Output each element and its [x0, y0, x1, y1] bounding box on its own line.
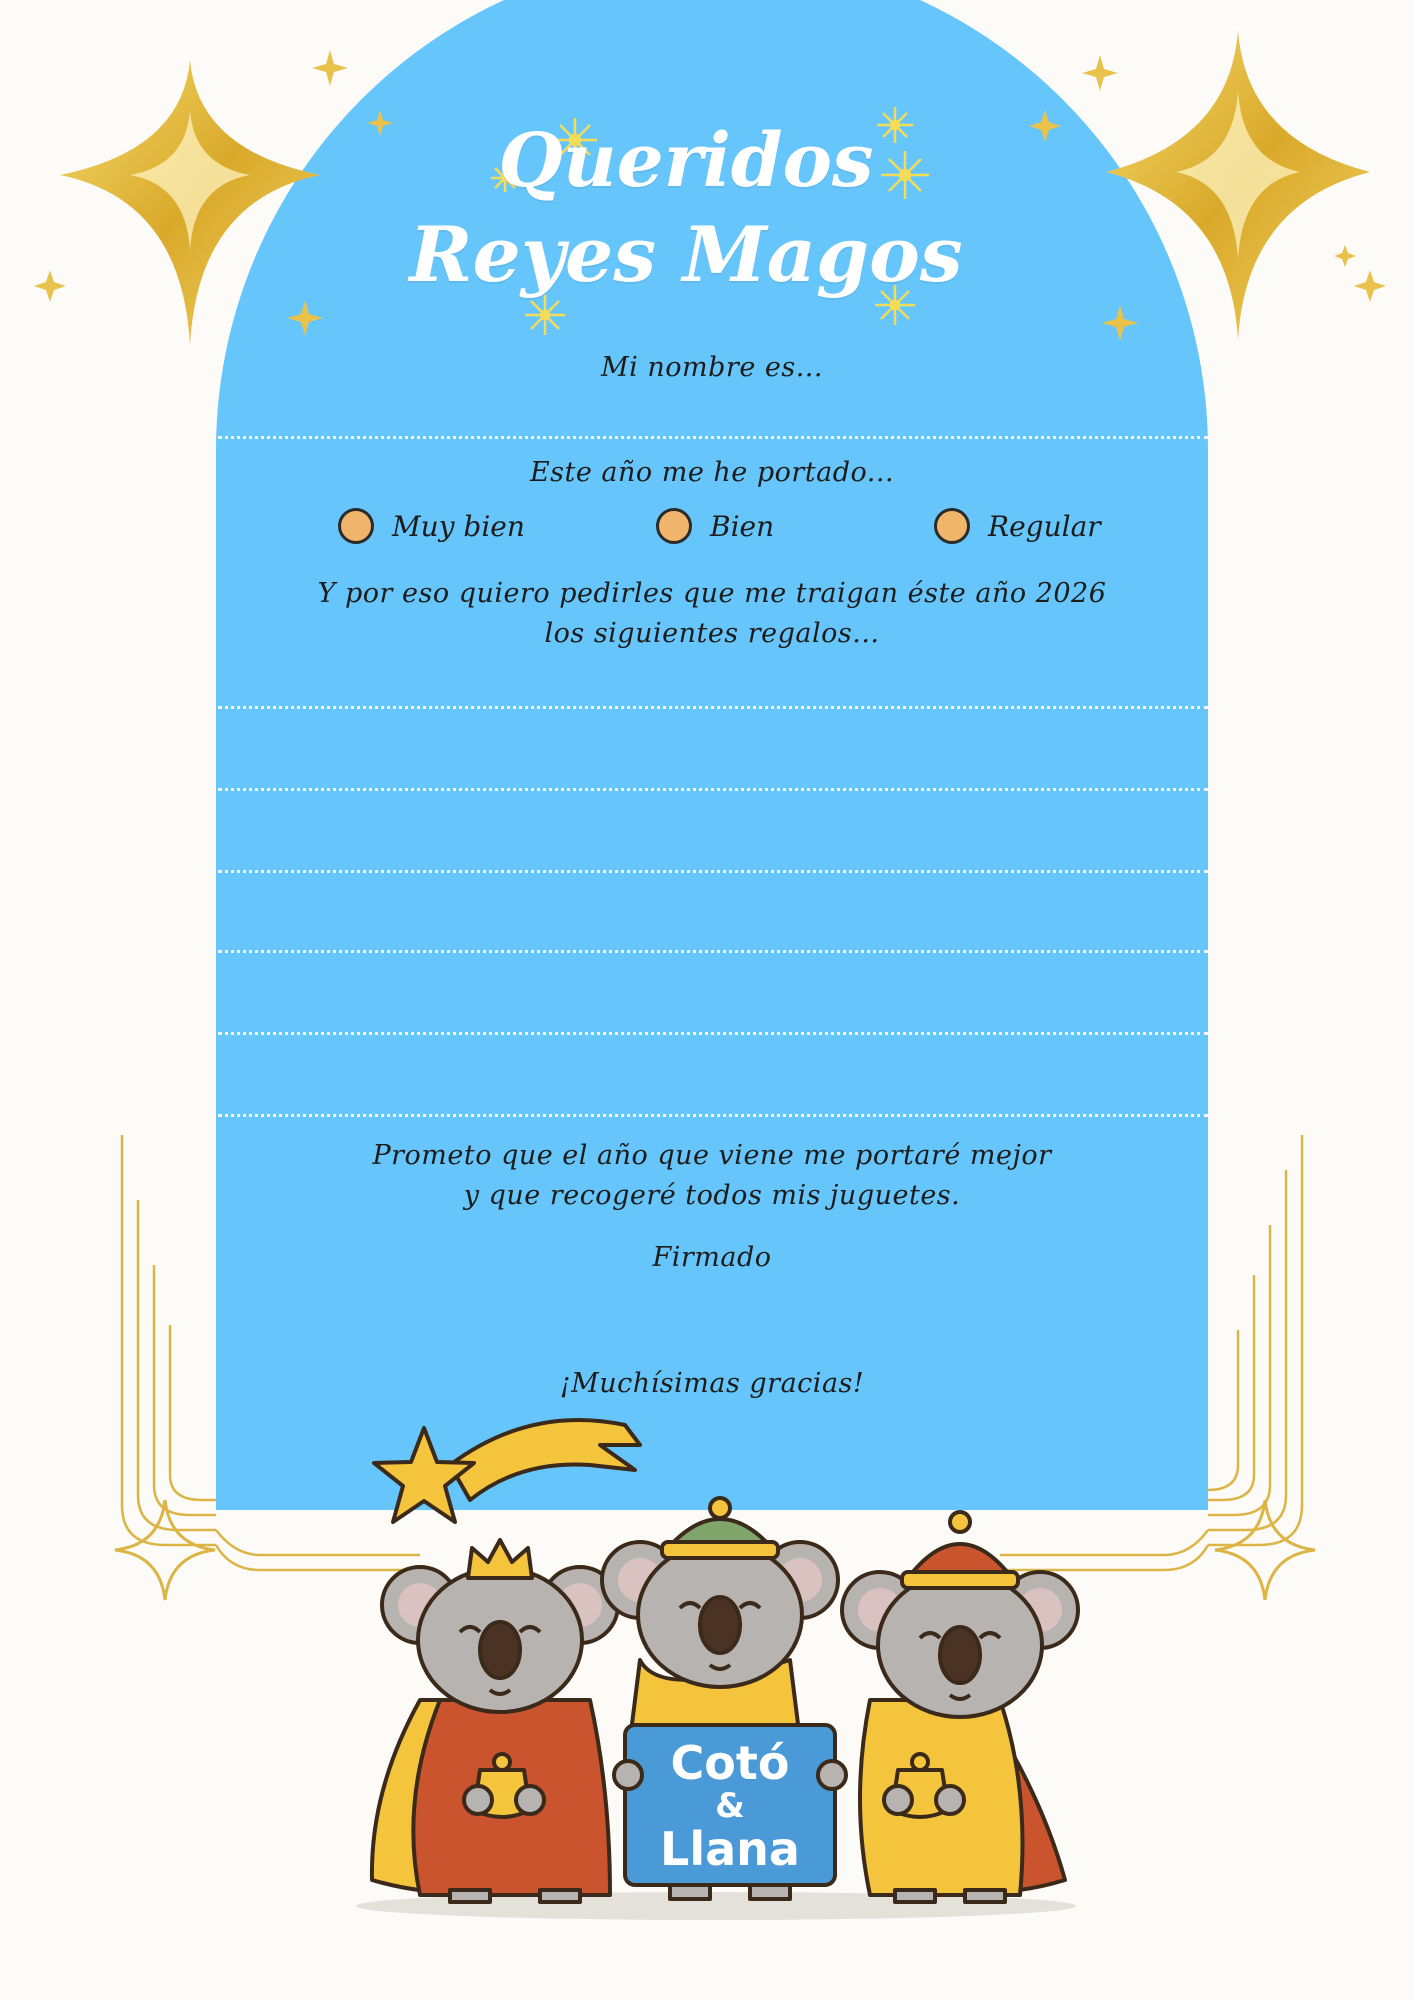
- sign-line-1: Cotó: [670, 1736, 790, 1790]
- signed-label: Firmado: [652, 1242, 772, 1273]
- option-muy-bien[interactable]: [338, 508, 525, 544]
- promise-line-2: y que recogeré todos mis juguetes.: [463, 1180, 961, 1211]
- radio-regular[interactable]: [934, 508, 970, 544]
- gift-line-5[interactable]: [218, 1032, 1208, 1035]
- option-regular[interactable]: [934, 508, 1101, 544]
- koala-king-right: [842, 1512, 1078, 1902]
- gift-line-2[interactable]: [218, 788, 1208, 791]
- crown-icon: [468, 1540, 532, 1578]
- gift-line-6[interactable]: [218, 1114, 1208, 1117]
- promise-line-1: Prometo que el año que viene me portaré mejor: [372, 1140, 1052, 1171]
- request-line-1: Y por eso quiero pedirles que me traigan éste año 2026: [317, 578, 1107, 609]
- koala-king-left: [372, 1540, 618, 1902]
- gift-line-4[interactable]: [218, 950, 1208, 953]
- gift-line-3[interactable]: [218, 870, 1208, 873]
- sign-line-3: Llana: [660, 1822, 800, 1876]
- name-line[interactable]: [218, 436, 1208, 439]
- option-bien[interactable]: [656, 508, 774, 544]
- option-label: Muy bien: [392, 509, 525, 543]
- gift-line-1[interactable]: [218, 706, 1208, 709]
- option-label: Bien: [710, 509, 775, 543]
- behavior-prompt: Este año me he portado...: [529, 457, 895, 488]
- option-label: Regular: [988, 509, 1101, 543]
- title-line-2: Reyes Magos: [409, 210, 963, 299]
- radio-bien[interactable]: [656, 508, 692, 544]
- name-prompt: Mi nombre es...: [601, 352, 823, 383]
- thanks-text: ¡Muchísimas gracias!: [559, 1368, 865, 1399]
- radio-muy-bien[interactable]: [338, 508, 374, 544]
- title-line-1: Queridos: [498, 118, 874, 204]
- sign-line-2: &: [715, 1786, 745, 1826]
- request-line-2: los siguientes regalos...: [544, 618, 880, 649]
